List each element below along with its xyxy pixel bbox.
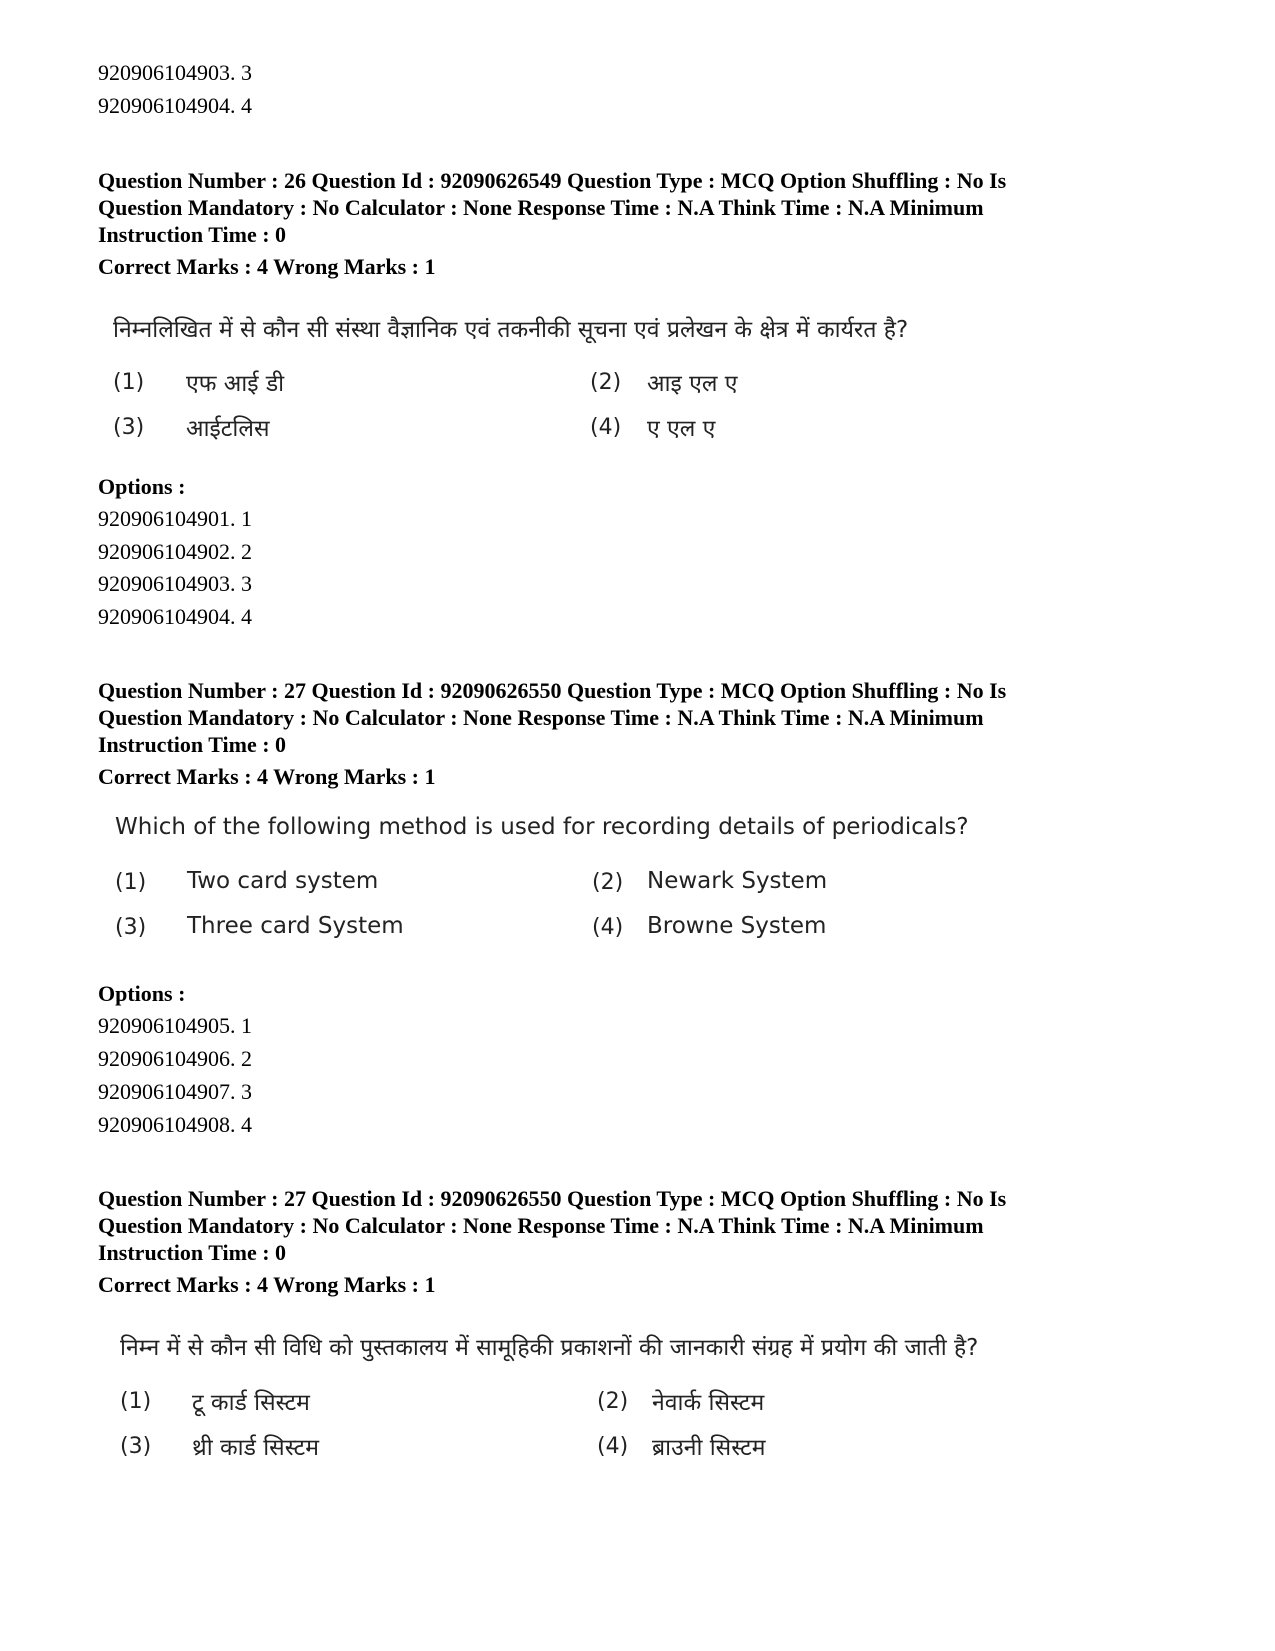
question-header-line: Question Number : 26 Question Id : 92090626549 Question Type : MCQ Option Shuffling : No Is: [98, 168, 1007, 193]
choice-number: (3): [120, 1434, 152, 1459]
choice-number: (4): [597, 1434, 629, 1459]
choice-text: आइ एल ए: [647, 371, 738, 397]
choice-number: (2): [592, 870, 624, 895]
choice-number: (3): [115, 915, 147, 940]
choice-text: Browne System: [647, 913, 827, 939]
choice-number: (4): [592, 915, 624, 940]
choice-number: (3): [113, 415, 145, 440]
option-id-line: 920906104903. 3: [98, 60, 252, 85]
options-label: Options :: [98, 981, 186, 1006]
question-header-line: Question Mandatory : No Calculator : None Response Time : N.A Think Time : N.A Minimum: [98, 705, 984, 730]
question-header-line: Question Mandatory : No Calculator : None Response Time : N.A Think Time : N.A Minimum: [98, 195, 984, 220]
marks-line: Correct Marks : 4 Wrong Marks : 1: [98, 764, 436, 789]
choice-text: आईटलिस: [186, 416, 270, 442]
options-label: Options :: [98, 474, 186, 499]
choice-number: (4): [590, 415, 622, 440]
question-header-line: Question Number : 27 Question Id : 92090626550 Question Type : MCQ Option Shuffling : No Is: [98, 1186, 1007, 1211]
question-header-line: Question Number : 27 Question Id : 92090626550 Question Type : MCQ Option Shuffling : No Is: [98, 678, 1007, 703]
option-id-line: 920906104905. 1: [98, 1013, 252, 1038]
question-text: निम्नलिखित में से कौन सी संस्था वैज्ञानिक एवं तकनीकी सूचना एवं प्रलेखन के क्षेत्र में कार्यरत है?: [113, 317, 909, 343]
option-id-line: 920906104906. 2: [98, 1046, 252, 1071]
choice-text: नेवार्क सिस्टम: [652, 1390, 765, 1416]
choice-number: (1): [113, 370, 145, 395]
marks-line: Correct Marks : 4 Wrong Marks : 1: [98, 1272, 436, 1297]
option-id-line: 920906104902. 2: [98, 539, 252, 564]
option-id-line: 920906104901. 1: [98, 506, 252, 531]
option-id-line: 920906104904. 4: [98, 604, 252, 629]
choice-text: ए एल ए: [647, 416, 716, 442]
choice-number: (1): [115, 870, 147, 895]
choice-number: (1): [120, 1389, 152, 1414]
option-id-line: 920906104904. 4: [98, 93, 252, 118]
question-header-line: Question Mandatory : No Calculator : None Response Time : N.A Think Time : N.A Minimum: [98, 1213, 984, 1238]
choice-number: (2): [597, 1389, 629, 1414]
option-id-line: 920906104907. 3: [98, 1079, 252, 1104]
choice-number: (2): [590, 370, 622, 395]
choice-text: ब्राउनी सिस्टम: [652, 1435, 766, 1461]
option-id-line: 920906104903. 3: [98, 571, 252, 596]
choice-text: Newark System: [647, 868, 828, 894]
option-id-line: 920906104908. 4: [98, 1112, 252, 1137]
marks-line: Correct Marks : 4 Wrong Marks : 1: [98, 254, 436, 279]
question-header-line: Instruction Time : 0: [98, 732, 287, 757]
question-header-line: Instruction Time : 0: [98, 222, 287, 247]
choice-text: Three card System: [187, 913, 404, 939]
question-text: निम्न में से कौन सी विधि को पुस्तकालय में सामूहिकी प्रकाशनों की जानकारी संग्रह में प्रयोग की जाती है?: [120, 1335, 979, 1361]
choice-text: टू कार्ड सिस्टम: [192, 1390, 310, 1416]
question-text: Which of the following method is used for recording details of periodicals?: [115, 814, 969, 840]
choice-text: एफ आई डी: [186, 371, 285, 397]
choice-text: थ्री कार्ड सिस्टम: [192, 1435, 320, 1461]
question-header-line: Instruction Time : 0: [98, 1240, 287, 1265]
choice-text: Two card system: [187, 868, 379, 894]
